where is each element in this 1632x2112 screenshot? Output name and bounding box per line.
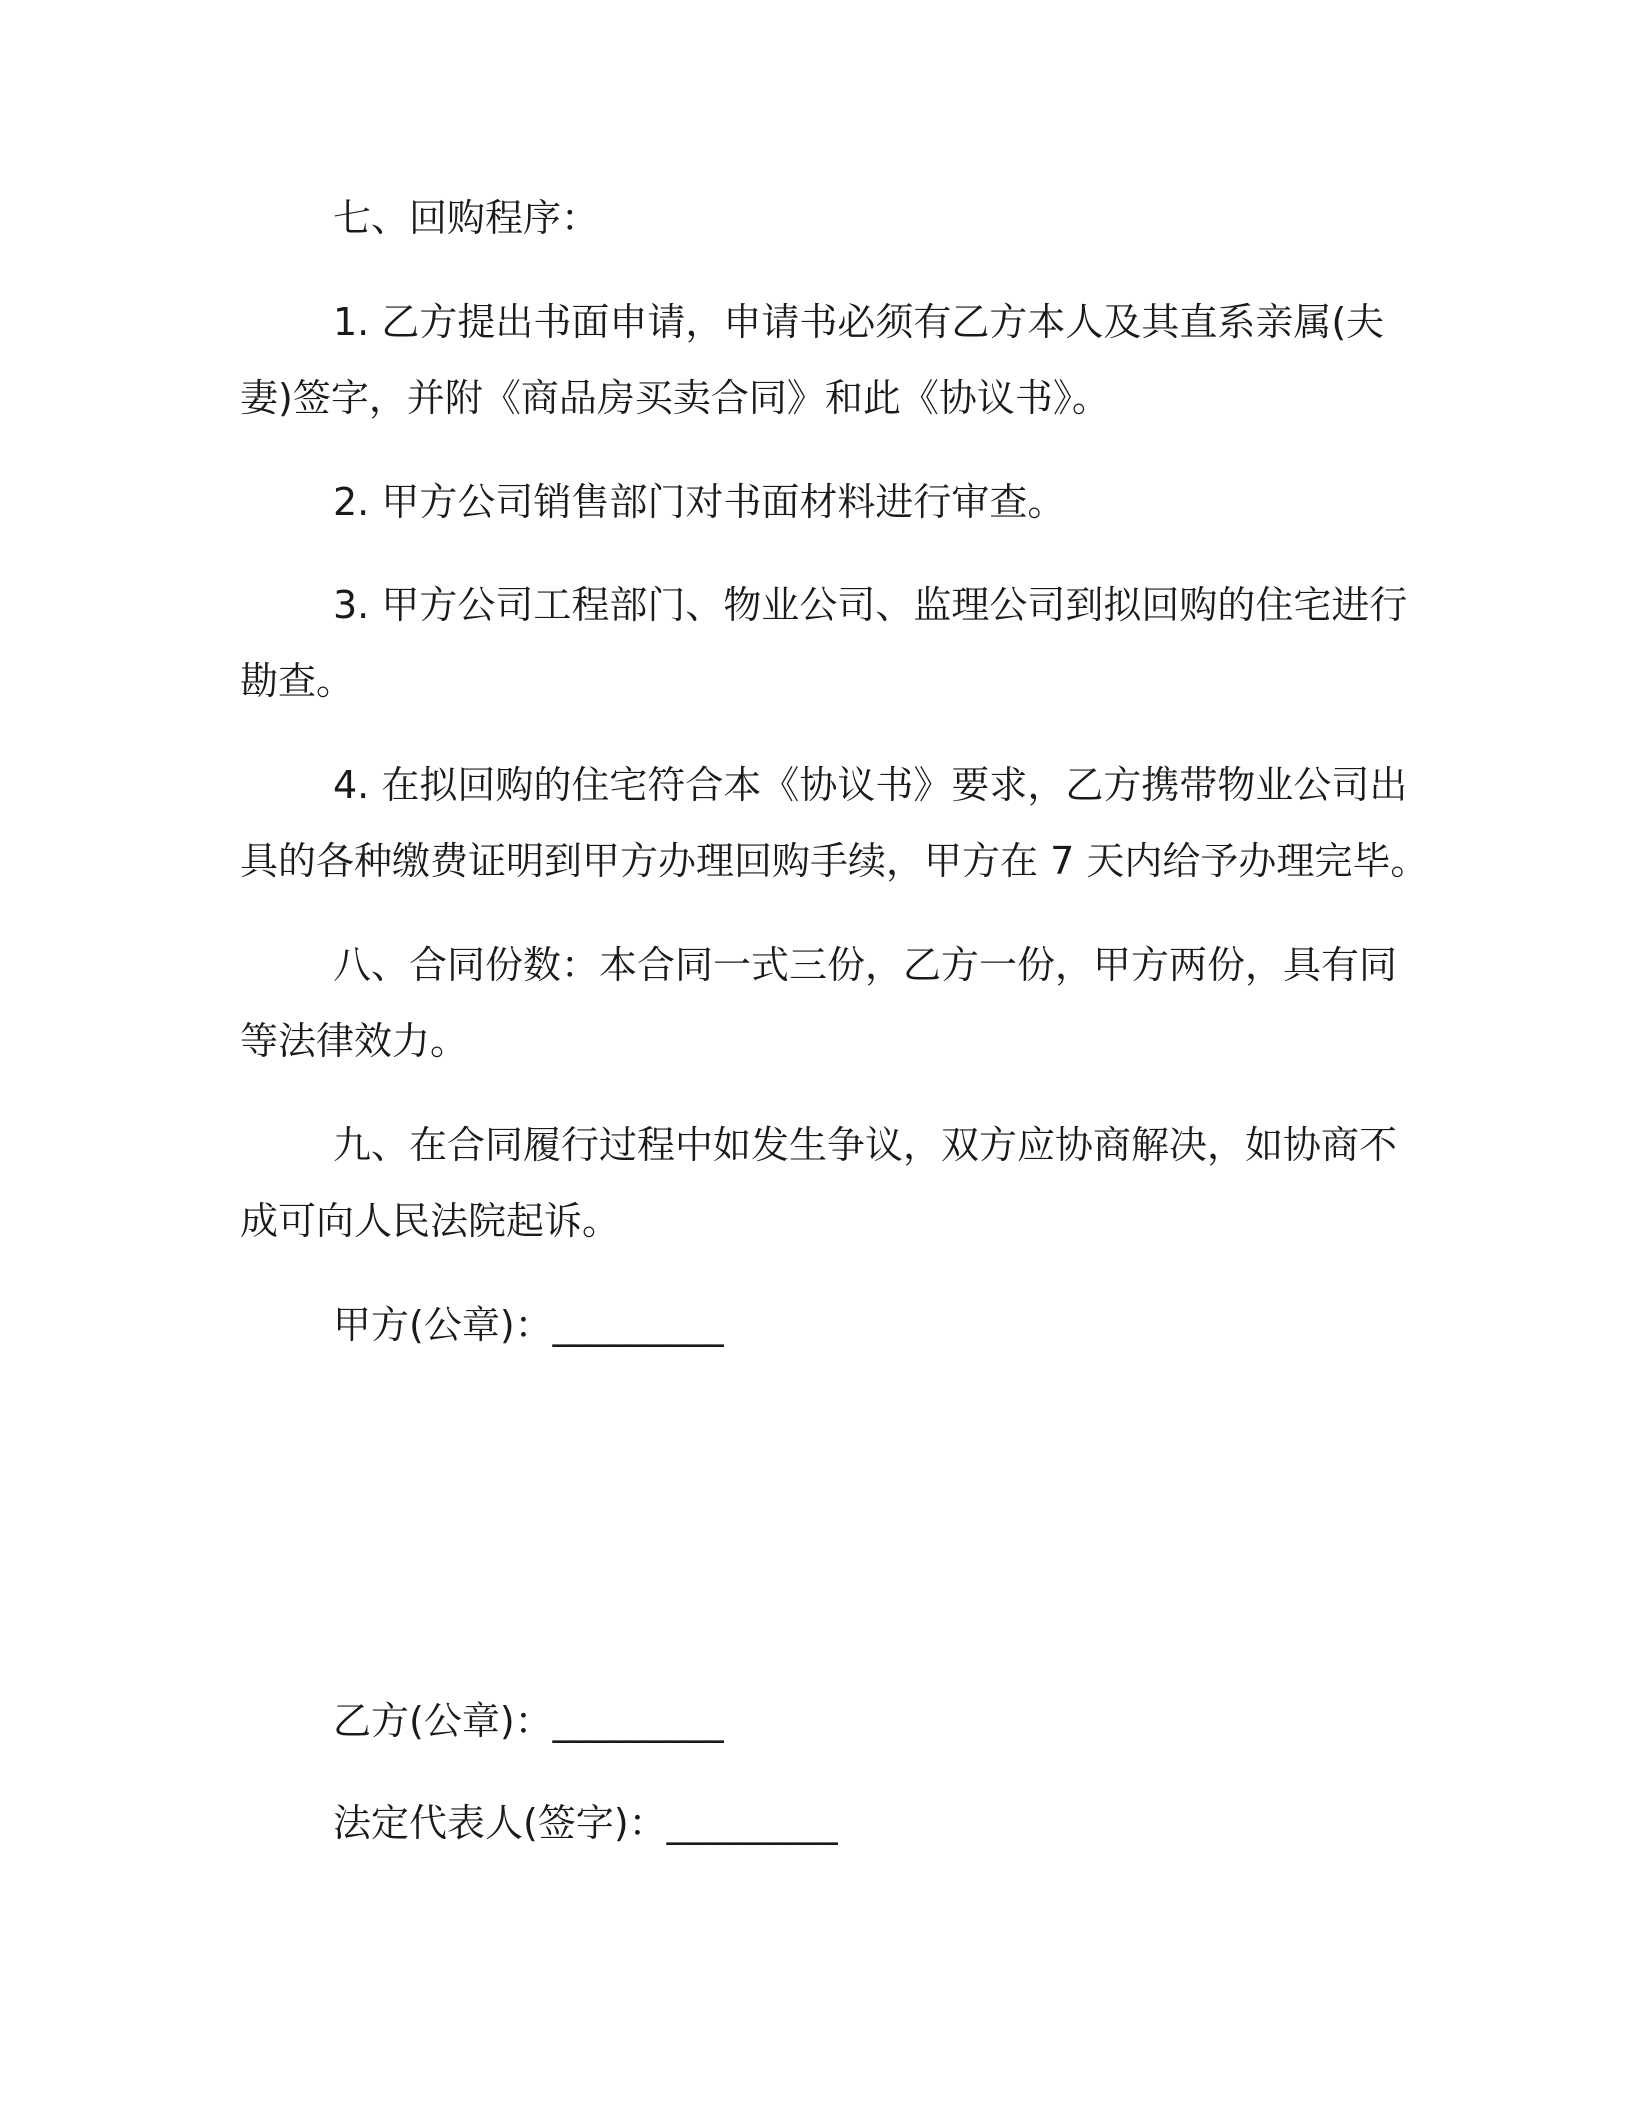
item3-line1: 3. 甲方公司工程部门、物业公司、监理公司到拟回购的住宅进行: [333, 583, 1408, 627]
item4-line1: 4. 在拟回购的住宅符合本《协议书》要求，乙方携带物业公司出: [333, 763, 1408, 807]
item2-line1: 2. 甲方公司销售部门对书面材料进行审查。: [333, 480, 1066, 524]
item3-line2: 勘查。: [240, 659, 355, 703]
legal-rep-signature: 法定代表人(签字)：_________: [333, 1801, 838, 1845]
item4-line2: 具的各种缴费证明到甲方办理回购手续，甲方在 7 天内给予办理完毕。: [240, 839, 1429, 883]
section9-line1: 九、在合同履行过程中如发生争议，双方应协商解决，如协商不: [333, 1123, 1398, 1167]
section9-line2: 成可向人民法院起诉。: [240, 1199, 621, 1243]
party-a-signature: 甲方(公章)：_________: [333, 1303, 724, 1347]
party-b-signature: 乙方(公章)：_________: [333, 1699, 724, 1743]
section8-line2: 等法律效力。: [240, 1019, 469, 1063]
item1-line1: 1. 乙方提出书面申请，申请书必须有乙方本人及其直系亲属(夫: [333, 300, 1385, 344]
section7-heading: 七、回购程序：: [333, 196, 600, 240]
item1-line2: 妻)签字，并附《商品房买卖合同》和此《协议书》。: [240, 376, 1110, 420]
section8-line1: 八、合同份数：本合同一式三份，乙方一份，甲方两份，具有同: [333, 943, 1398, 987]
